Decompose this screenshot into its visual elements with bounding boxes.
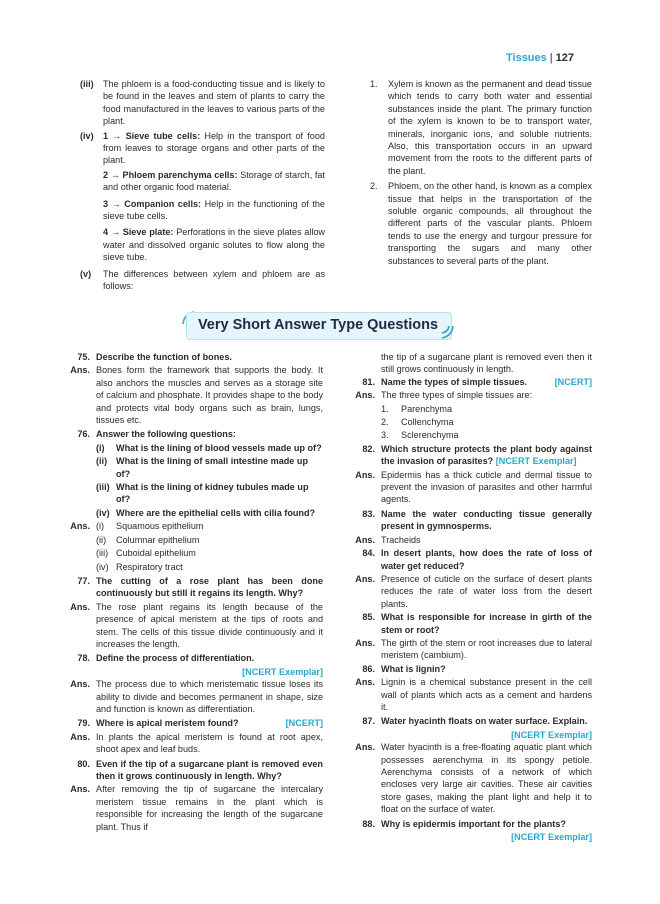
question-88: 88. Why is epidermis important for the plants?: [362, 818, 566, 829]
q76-sub-ii: (ii) What is the lining of small intestine made up of?: [96, 456, 308, 479]
q76-sub-i: (i) What is the lining of blood vessels made up of?: [96, 442, 322, 453]
q76-sub-iv: (iv) Where are the epithelial cells with cilia found?: [96, 507, 316, 518]
answer-76-ii: (ii) Columnar epithelium: [96, 534, 200, 545]
answer-83: Ans. Tracheids: [355, 534, 421, 545]
xylem-point: 1. Xylem is known as the permanent and dead tissue which tends to carry both water and essential substances inside the plant. The primary function of the xylem is known to be to transport water, minerals, inorganic ions, and soluble nutrients. Also, this transportation occurs in an upward movement from the roots to the different parts of the plant.: [370, 79, 592, 176]
answer-80-continued: the tip of a sugarcane plant is removed even then it still grows continuously in length.: [381, 352, 592, 375]
bottom-left-column: [60, 351, 323, 834]
answer-81: Ans. The three types of simple tissues are:: [355, 390, 533, 401]
section-banner: [180, 310, 456, 340]
phloem-point: 2. Phloem, on the other hand, is known as a complex tissue that helps in the transportation of the soluble organic compounds, all throughout the different parts of the vascular plants. Phloem tends to use the energy and turgour pressure for transporting the sugars and many other substances to several parts of the plant.: [370, 181, 592, 266]
question-81: 81. Name the types of simple tissues. [NCERT]: [362, 376, 592, 387]
bottom-right-column: [345, 351, 592, 843]
question-84: 84. In desert plants, how does the rate of loss of water get reduced?: [362, 548, 592, 571]
running-header: [506, 52, 574, 64]
point-v: (v) The differences between xylem and phloem are as follows:: [80, 268, 325, 292]
q76-sub-iii: (iii) What is the lining of kidney tubules made up of?: [96, 482, 309, 505]
answer-86: Ans. Lignin is a chemical substance present in the cell wall of plants which acts as a cement and hardens it.: [355, 677, 592, 712]
q81-source-tag: [NCERT]: [554, 376, 592, 387]
answer-87: Ans. Water hyacinth is a free-floating aquatic plant which possesses aerenchyma in its spongy petiole. Aerenchyma consists of a network of which encloses very large air cavities. These air cavities store gases, making the plant light and help it to float on the surface of water.: [355, 742, 592, 815]
chapter-name: Tissues: [506, 52, 547, 64]
top-right-column: [370, 78, 592, 270]
question-85: 85. What is responsible for increase in girth of the stem or root?: [362, 612, 592, 635]
question-78: 78. Define the process of differentiation.: [77, 653, 255, 664]
question-87: 87. Water hyacinth floats on water surface. Explain.: [362, 716, 588, 727]
question-86: 86. What is lignin?: [362, 663, 446, 674]
question-83: 83. Name the water conducting tissue generally present in gymnosperms.: [362, 508, 592, 532]
answer-76-iii: (iii) Cuboidal epithelium: [96, 548, 196, 559]
point-iii: (iii) The phloem is a food-conducting tissue and is likely to be found in the leaves and stem of plants to carry the food manufactured in the leaves to various parts of the plant.: [80, 79, 325, 127]
question-79: 79. Where is apical meristem found? [NCERT]: [77, 718, 323, 729]
phloem-item-4: 4 → Sieve plate: Perforations in the sieve plates allow water and dissolved organic solutes to flow along the sieve tube.: [103, 227, 325, 263]
q78-source-tag: [NCERT Exemplar]: [242, 666, 323, 677]
answer-82: Ans. Epidermis has a thick cuticle and dermal tissue to prevent the invasion of parasites and other harmful agents.: [355, 469, 592, 505]
answer-76-iv: (iv) Respiratory tract: [96, 561, 183, 572]
answer-77: Ans. The rose plant regains its length because of the presence of apical meristem at the tips of roots and stem. The cells of this tissue divide continuously and it increases the length.: [70, 601, 323, 649]
q87-source-tag: [NCERT Exemplar]: [511, 729, 592, 740]
answer-85: Ans. The girth of the stem or root increases due to lateral meristem (cambium).: [355, 637, 592, 661]
header-separator: |: [549, 52, 553, 64]
q88-source-tag: [NCERT Exemplar]: [511, 832, 592, 843]
point-iv: (iv) 1 → Sieve tube cells: Help in the transport of food from leaves to storage organs and other parts of the plant.: [80, 130, 325, 166]
answer-75: Ans. Bones form the framework that supports the body. It also anchors the muscles and serves as a storage site of calcium and phosphate. It provides shape to the body and protects vital body organs such as brain, lungs, tissues etc.: [70, 365, 323, 426]
answer-78: Ans. The process due to which meristematic tissue loses its ability to divide and becomes permanent in shape, size and function is known as differentiation.: [70, 679, 323, 714]
simple-tissue-3: 3. Sclerenchyma: [381, 430, 459, 441]
question-80: 80. Even if the tip of a sugarcane plant is removed even then it grows continuously in length. Why?: [77, 758, 323, 781]
page-number: 127: [555, 52, 574, 64]
q82-source-tag: [NCERT Exemplar]: [495, 456, 577, 467]
question-75: 75. Describe the function of bones.: [77, 352, 232, 362]
phloem-item-2: 2 → Phloem parenchyma cells: Storage of starch, fat and other organic food material.: [103, 169, 326, 193]
q79-source-tag: [NCERT]: [285, 718, 323, 729]
top-left-column: [80, 78, 325, 295]
section-title: Very Short Answer Type Questions: [197, 317, 439, 333]
question-77: 77. The cutting of a rose plant has been done continuously but still it regains its length. Why?: [77, 575, 323, 599]
answer-84: Ans. Presence of cuticle on the surface of desert plants reduces the rate of water loss from the desert plants.: [355, 573, 592, 609]
simple-tissue-2: 2. Collenchyma: [381, 417, 454, 428]
answer-76-i: Ans. (i) Squamous epithelium: [70, 521, 204, 532]
simple-tissue-1: 1. Parenchyma: [381, 403, 453, 414]
answer-79: Ans. In plants the apical meristem is found at root apex, shoot apex and leaf buds.: [70, 731, 323, 755]
answer-80: Ans. After removing the tip of sugarcane the intercalary meristem tissue remains in the plant which is responsible for increasing the length of the sugarcane plant. Thus if: [70, 784, 323, 832]
phloem-item-3: 3 → Companion cells: Help in the functioning of the sieve tube cells.: [103, 198, 325, 222]
question-82: 82. Which structure protects the plant body against the invasion of parasites? [NCERT Exemplar]: [362, 443, 592, 467]
question-76: 76. Answer the following questions:: [77, 429, 236, 440]
